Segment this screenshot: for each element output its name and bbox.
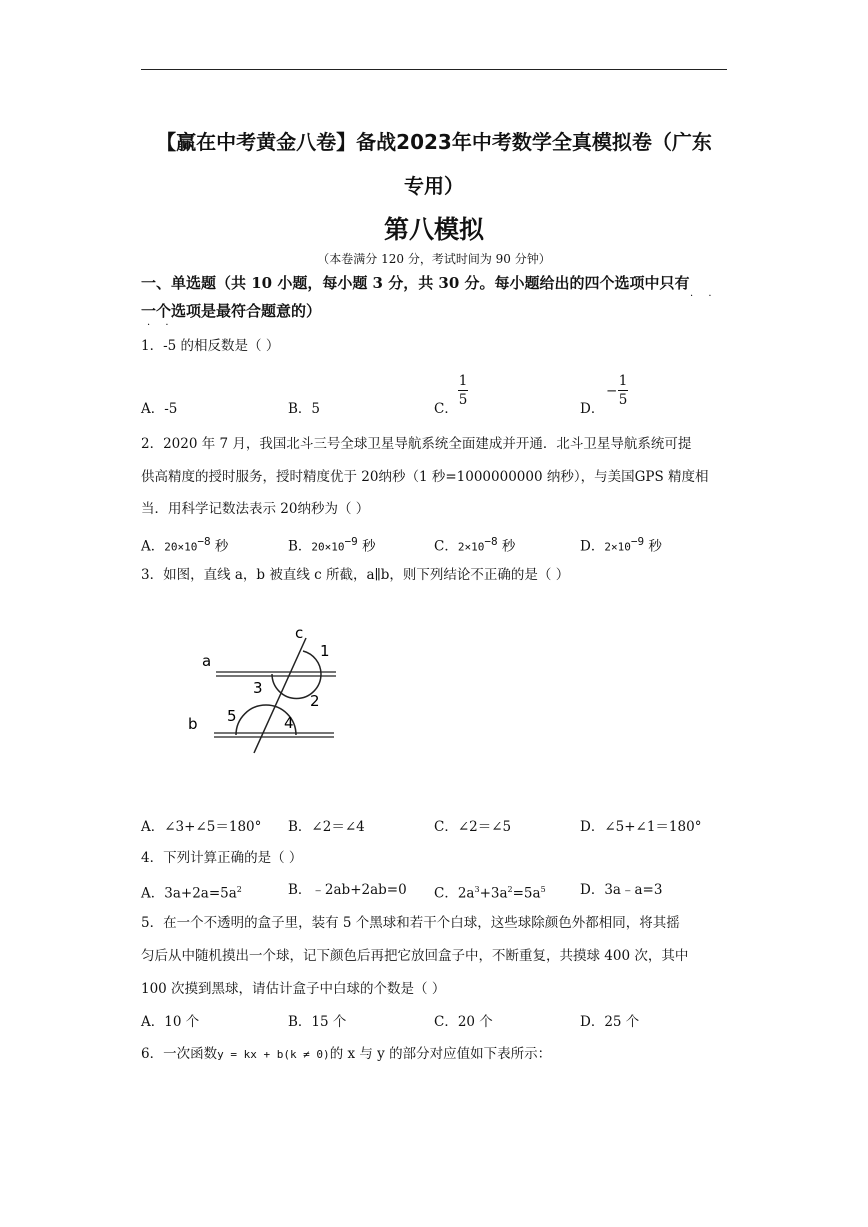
- q1-option-b: B．5: [288, 401, 321, 417]
- q2-option-c: C．$2\times 10^{-8}$ 秒: [434, 535, 516, 555]
- q5-option-b: B．15 个: [288, 1014, 347, 1030]
- label-line-a: a: [202, 652, 212, 670]
- angle-label-4: 4: [284, 714, 294, 732]
- angle-label-5: 5: [227, 707, 237, 725]
- angle-label-3: 3: [253, 679, 263, 697]
- question-2-line3: 当．用科学记数法表示 20纳秒为（ ）: [141, 501, 370, 517]
- label-line-b: b: [188, 715, 198, 733]
- q3-option-d: D．∠5+∠1＝180°: [580, 819, 702, 835]
- q5-option-c: C．20 个: [434, 1014, 493, 1030]
- q6-formula: y = kx + b(k ≠ 0): [217, 1048, 330, 1061]
- header-rule: [141, 69, 727, 70]
- q2-option-a: A．$20\times 10^{-8}$ 秒: [141, 535, 229, 555]
- q2-option-b: B．$20\times 10^{-9}$ 秒: [288, 535, 376, 555]
- question-5-line1: 5．在一个不透明的盒子里，装有 5 个黑球和若干个白球，这些球除颜色外都相同，将其摇: [141, 915, 680, 931]
- exam-info: （本卷满分 120 分，考试时间为 90 分钟）: [317, 252, 551, 266]
- q5-option-a: A．10 个: [141, 1014, 200, 1030]
- question-5-line3: 100 次摸到黑球，请估计盒子中白球的个数是（ ）: [141, 981, 446, 997]
- emphasis-dots: · ·: [147, 320, 175, 331]
- q3-option-c: C．∠2＝∠5: [434, 819, 512, 835]
- q4-option-d: D．3a﹣a=3: [580, 882, 663, 898]
- exam-name: 第八模拟: [383, 215, 484, 244]
- q1-option-c-fraction: [458, 373, 468, 408]
- angle-label-1: 1: [320, 642, 330, 660]
- paper-title-line1: 【赢在中考黄金八卷】备战2023年中考数学全真模拟卷（广东: [156, 130, 712, 154]
- parallel-lines-figure: [186, 620, 346, 760]
- angle-label-2: 2: [310, 692, 320, 710]
- question-6-stem: [141, 1044, 731, 1065]
- emphasis-dots: · ·: [690, 291, 718, 302]
- label-line-c: c: [295, 624, 304, 642]
- section-heading-line2: 一个选项是最符合题意的）: [141, 302, 322, 320]
- q4-option-b: B．﹣2ab+2ab=0: [288, 882, 407, 898]
- q4-option-c: C．$2a^3+3a^2=5a^5$: [434, 885, 546, 902]
- q3-option-b: B．∠2＝∠4: [288, 819, 365, 835]
- q4-option-a: A．$3a+2a=5a^2$: [141, 885, 242, 902]
- q6-suffix: 的 x 与 y 的部分对应值如下表所示：: [329, 1046, 552, 1062]
- q1-d-denominator: 5: [618, 392, 628, 408]
- q2-option-d: D．$2\times 10^{-9}$ 秒: [580, 535, 662, 555]
- q1-c-denominator: 5: [458, 392, 468, 408]
- q1-c-numerator: 1: [458, 373, 468, 389]
- q6-prefix: 6．一次函数: [141, 1046, 218, 1062]
- q1-option-c-label: C．: [434, 401, 458, 417]
- q1-option-d-label: D．: [580, 401, 605, 417]
- question-4-stem: 4．下列计算正确的是（ ）: [141, 850, 303, 866]
- question-2-line2: 供高精度的授时服务，授时精度优于 20纳秒（1 秒=1000000000 纳秒），与美国GPS 精度相: [141, 469, 709, 485]
- paper-title-line2: 专用）: [404, 174, 464, 198]
- question-3-stem: 3．如图，直线 a，b 被直线 c 所截，a∥b，则下列结论不正确的是（ ）: [141, 567, 570, 583]
- question-1-stem: 1．-5 的相反数是（ ）: [141, 338, 280, 354]
- question-2-line1: 2．2020 年 7 月，我国北斗三号全球卫星导航系统全面建成并开通．北斗卫星导航系统可提: [141, 436, 692, 452]
- q1-d-numerator: 1: [618, 373, 628, 389]
- q1-option-d-fraction: [618, 373, 628, 408]
- q1-option-a: A．-5: [141, 401, 178, 417]
- question-5-line2: 匀后从中随机摸出一个球，记下颜色后再把它放回盒子中，不断重复，共摸球 400 次，其中: [141, 948, 689, 964]
- q3-option-a: A．∠3+∠5＝180°: [141, 819, 262, 835]
- section-heading-line1: 一、单选题（共 10 小题，每小题 3 分，共 30 分。每小题给出的四个选项中只有: [141, 274, 690, 292]
- q1-d-sign: −: [606, 383, 618, 399]
- q5-option-d: D．25 个: [580, 1014, 640, 1030]
